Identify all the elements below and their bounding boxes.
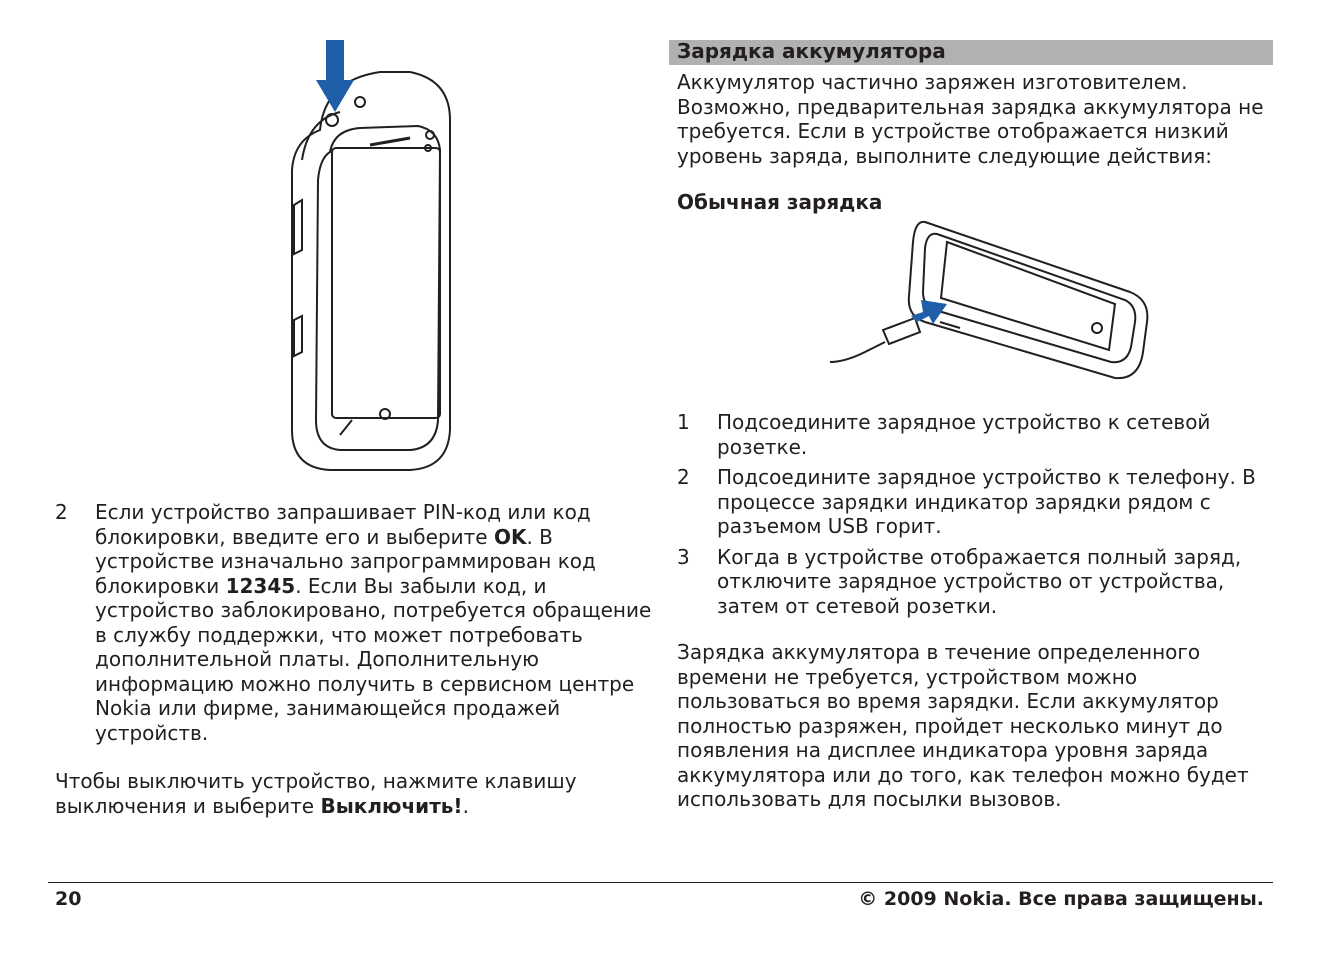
step-2: 2 Подсоедините зарядное устройство к телефону. В процессе зарядки индикатор зарядки рядом с разъемом USB горит. (677, 465, 1256, 538)
phone-charging-illustration (825, 212, 1155, 387)
step-number: 2 (55, 500, 68, 524)
step-text: . Если Вы забыли код, и устройство заблокировано, потребуется обращение в службу поддержки, что может потребовать дополнительной платы. Дополнительную информацию можно получить в сервисном центре Nokia или фирме, занимающейся продажей устройств. (95, 573, 652, 745)
step-1: 1 Подсоедините зарядное устройство к сетевой розетке. (677, 410, 1211, 459)
step-3: 3 Когда в устройстве отображается полный заряд, отключите зарядное устройство от устройства, затем от сетевой розетки. (677, 544, 1242, 618)
subheading: Обычная зарядка (677, 190, 883, 214)
power-off-paragraph: Чтобы выключить устройство, нажмите клавишу выключения и выберите Выключить!. (55, 769, 577, 818)
intro-paragraph: Аккумулятор частично заряжен изготовителем. Возможно, предварительная зарядка аккумулятора не требуется. Если в устройстве отображается низкий уровень заряда, выполните следующие действия: (677, 70, 1264, 168)
power-off-option: Выключить! (320, 793, 463, 818)
page-number: 20 (55, 888, 82, 910)
step-text: . В устройстве изначально запрограммирован код блокировки (95, 524, 596, 598)
copyright: © 2009 Nokia. Все права защищены. (858, 888, 1264, 910)
step-text: Если устройство запрашивает PIN-код или код блокировки, введите его и выберите (95, 500, 591, 549)
ok-softkey: OK (493, 524, 527, 549)
note-paragraph: Зарядка аккумулятора в течение определенного времени не требуется, устройством можно пользоваться во время зарядки. Если аккумулятор полностью разряжен, пройдет несколько минут до появления на дисплее индикатора уровня заряда аккумулятора или до того, как телефон можно будет использовать для посылки вызовов. (677, 640, 1249, 811)
footer-divider (48, 882, 1273, 883)
charging-steps (677, 410, 1277, 624)
section-title: Зарядка аккумулятора (677, 39, 946, 63)
step-2-left (55, 500, 655, 745)
lock-code: 12345 (225, 573, 296, 598)
phone-power-key-illustration (280, 40, 460, 480)
